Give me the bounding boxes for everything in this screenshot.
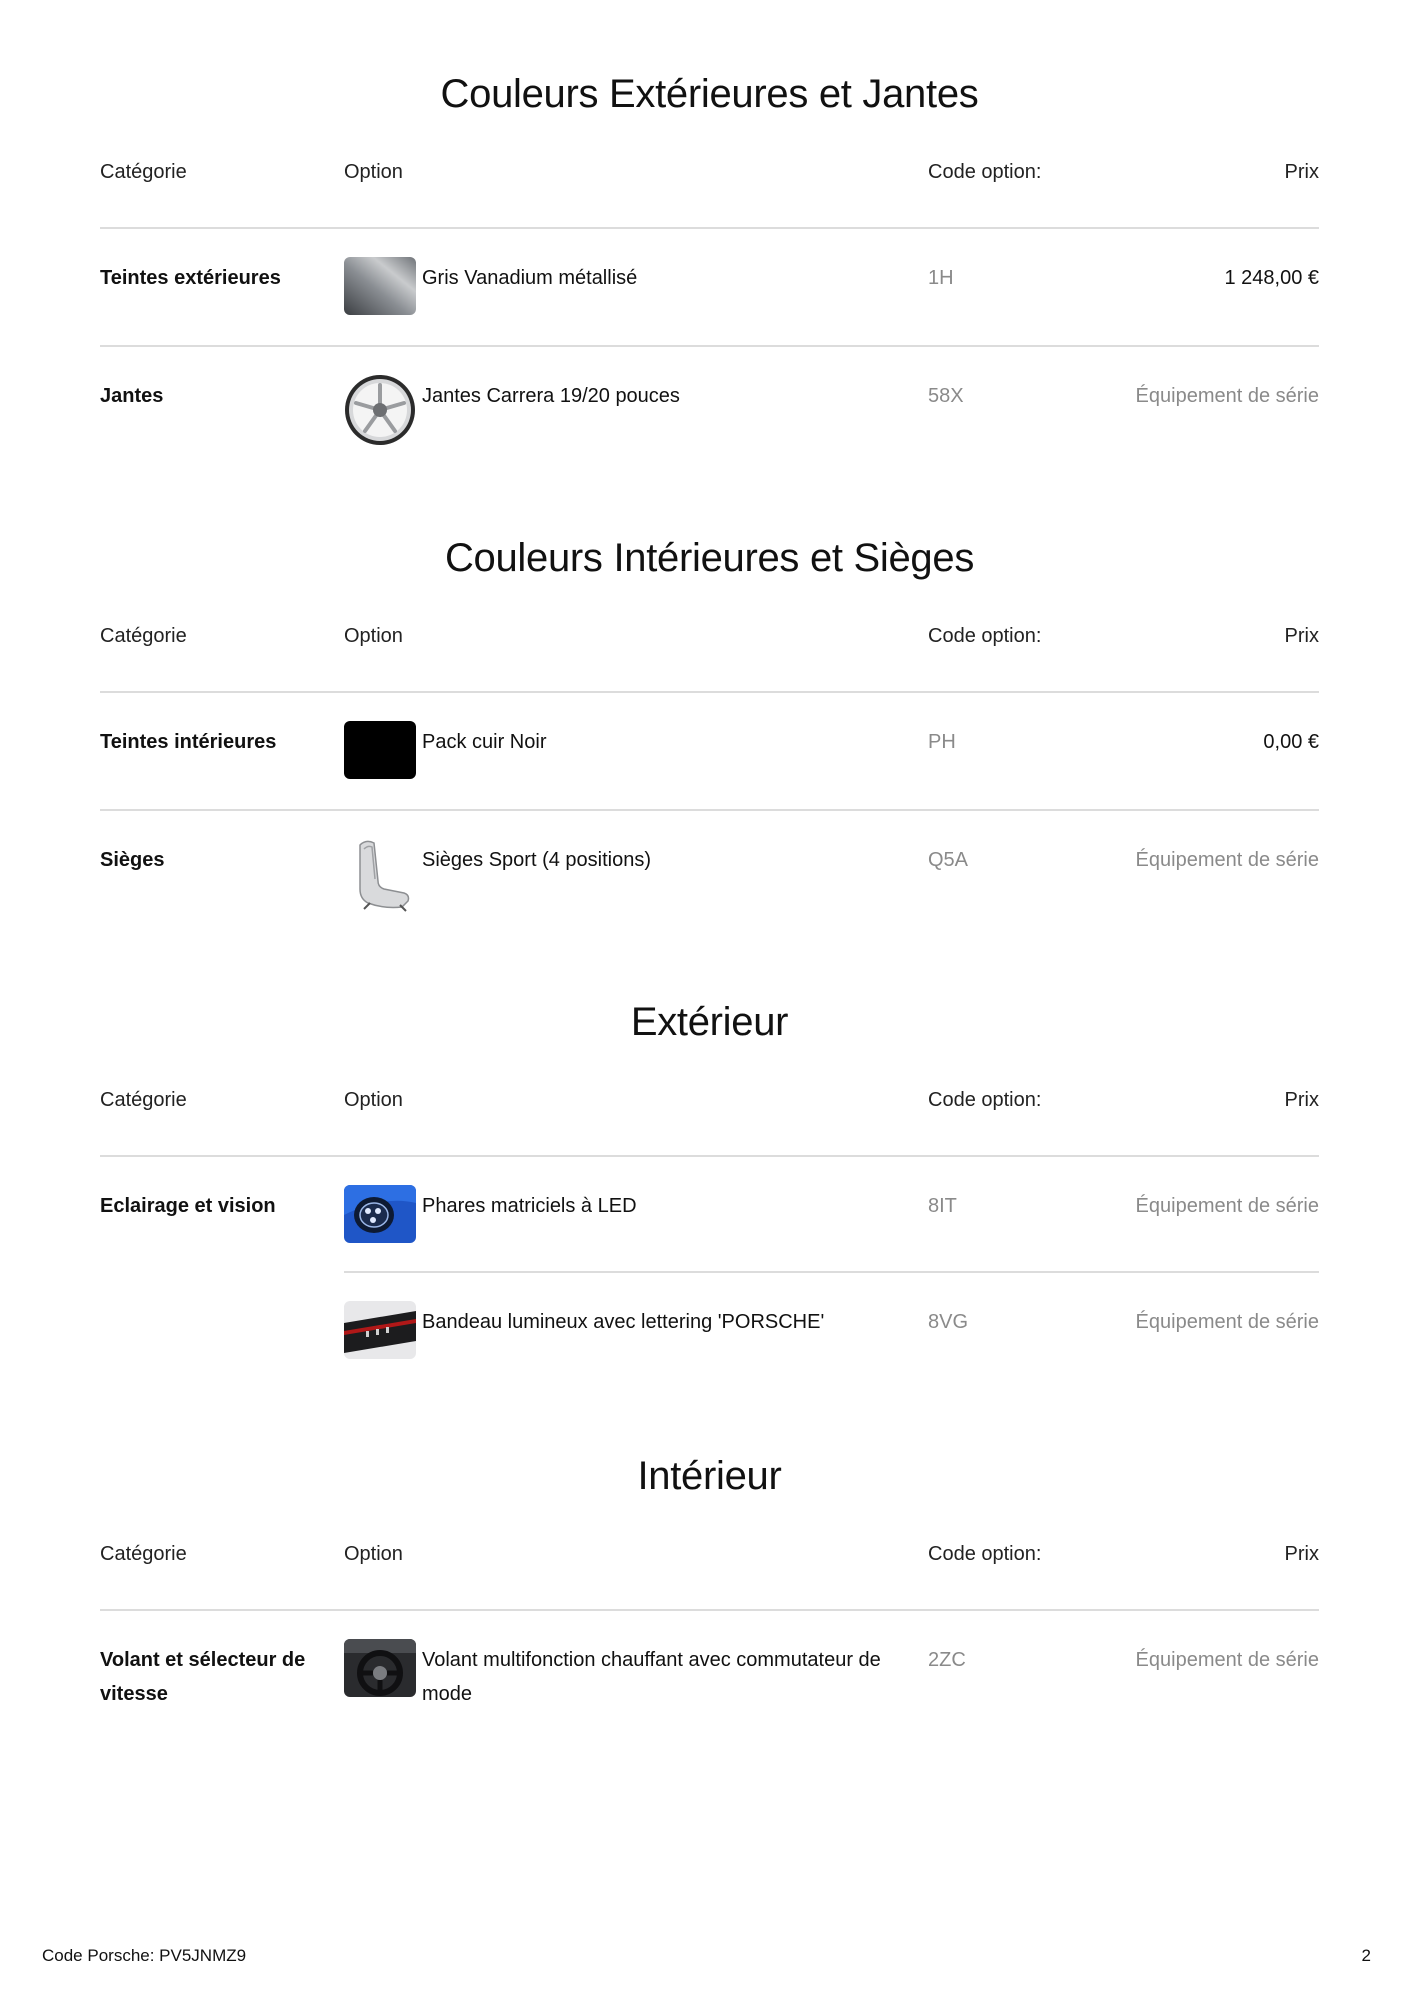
header-category: Catégorie (100, 1543, 187, 1565)
section-interior-colors-seats (100, 536, 1319, 927)
row-code: 58X (928, 385, 964, 407)
row-category: Eclairage et vision (100, 1195, 276, 1217)
section-title: Intérieur (637, 1454, 782, 1498)
section-title: Extérieur (630, 1000, 789, 1044)
header-category: Catégorie (100, 1089, 187, 1111)
header-option: Option (344, 1543, 403, 1565)
row-code: 8VG (928, 1311, 969, 1333)
row-category: Teintes extérieures (100, 267, 281, 289)
row-option: Gris Vanadium métallisé (422, 267, 638, 289)
rear-light-bar-icon (344, 1301, 416, 1359)
header-code: Code option: (928, 1089, 1042, 1111)
table-row (100, 693, 1319, 811)
page-number: 2 (1361, 1946, 1371, 1965)
header-price: Prix (1284, 161, 1319, 183)
row-code: 1H (928, 267, 954, 289)
row-option: Pack cuir Noir (422, 731, 547, 753)
steering-wheel-icon (344, 1639, 416, 1697)
row-category: Jantes (100, 385, 164, 407)
row-price: 0,00 € (1263, 731, 1319, 753)
section-interior (100, 1454, 1319, 1741)
row-price: Équipement de série (1135, 1649, 1319, 1671)
header-price: Prix (1284, 1543, 1319, 1565)
table-header (100, 161, 1319, 193)
row-option: Sièges Sport (4 positions) (422, 849, 652, 871)
section-exterior (100, 1000, 1319, 1389)
header-option: Option (344, 1089, 403, 1111)
porsche-code: Code Porsche: PV5JNMZ9 (42, 1946, 247, 1965)
black-leather-swatch-icon (344, 721, 416, 779)
row-option: Volant multifonction chauffant avec commutateur de mode (422, 1649, 881, 1705)
table-row (100, 1273, 1319, 1389)
table-row (100, 347, 1319, 463)
row-option: Bandeau lumineux avec lettering 'PORSCHE' (422, 1311, 825, 1333)
row-price: 1 248,00 € (1224, 267, 1319, 289)
table-row (100, 229, 1319, 347)
table-row (100, 1157, 1319, 1273)
row-category: Teintes intérieures (100, 731, 277, 753)
row-option: Jantes Carrera 19/20 pouces (422, 385, 680, 407)
row-price: Équipement de série (1135, 385, 1319, 407)
header-price: Prix (1284, 1089, 1319, 1111)
row-code: 8IT (928, 1195, 957, 1217)
row-option: Phares matriciels à LED (422, 1195, 637, 1217)
led-headlight-icon (344, 1185, 416, 1243)
table-header (100, 1543, 1319, 1575)
row-code: Q5A (928, 849, 969, 871)
row-category: Volant et sélecteur de vitesse (100, 1649, 306, 1705)
header-category: Catégorie (100, 161, 187, 183)
section-title: Couleurs Intérieures et Sièges (444, 536, 975, 580)
header-price: Prix (1284, 625, 1319, 647)
section-exterior-colors-wheels (100, 72, 1319, 463)
header-category: Catégorie (100, 625, 187, 647)
table-row (100, 811, 1319, 927)
row-category: Sièges (100, 849, 165, 871)
table-header (100, 1089, 1319, 1121)
header-code: Code option: (928, 625, 1042, 647)
header-code: Code option: (928, 161, 1042, 183)
header-option: Option (344, 161, 403, 183)
grey-paint-swatch-icon (344, 257, 416, 315)
row-code: PH (928, 731, 956, 753)
sport-seat-icon (344, 837, 416, 913)
table-row (100, 1611, 1319, 1741)
header-option: Option (344, 625, 403, 647)
row-price: Équipement de série (1135, 1195, 1319, 1217)
header-code: Code option: (928, 1543, 1042, 1565)
table-header (100, 625, 1319, 657)
section-title: Couleurs Extérieures et Jantes (440, 72, 979, 116)
row-price: Équipement de série (1135, 849, 1319, 871)
row-price: Équipement de série (1135, 1311, 1319, 1333)
wheel-rim-icon (344, 373, 416, 447)
row-code: 2ZC (928, 1649, 966, 1671)
